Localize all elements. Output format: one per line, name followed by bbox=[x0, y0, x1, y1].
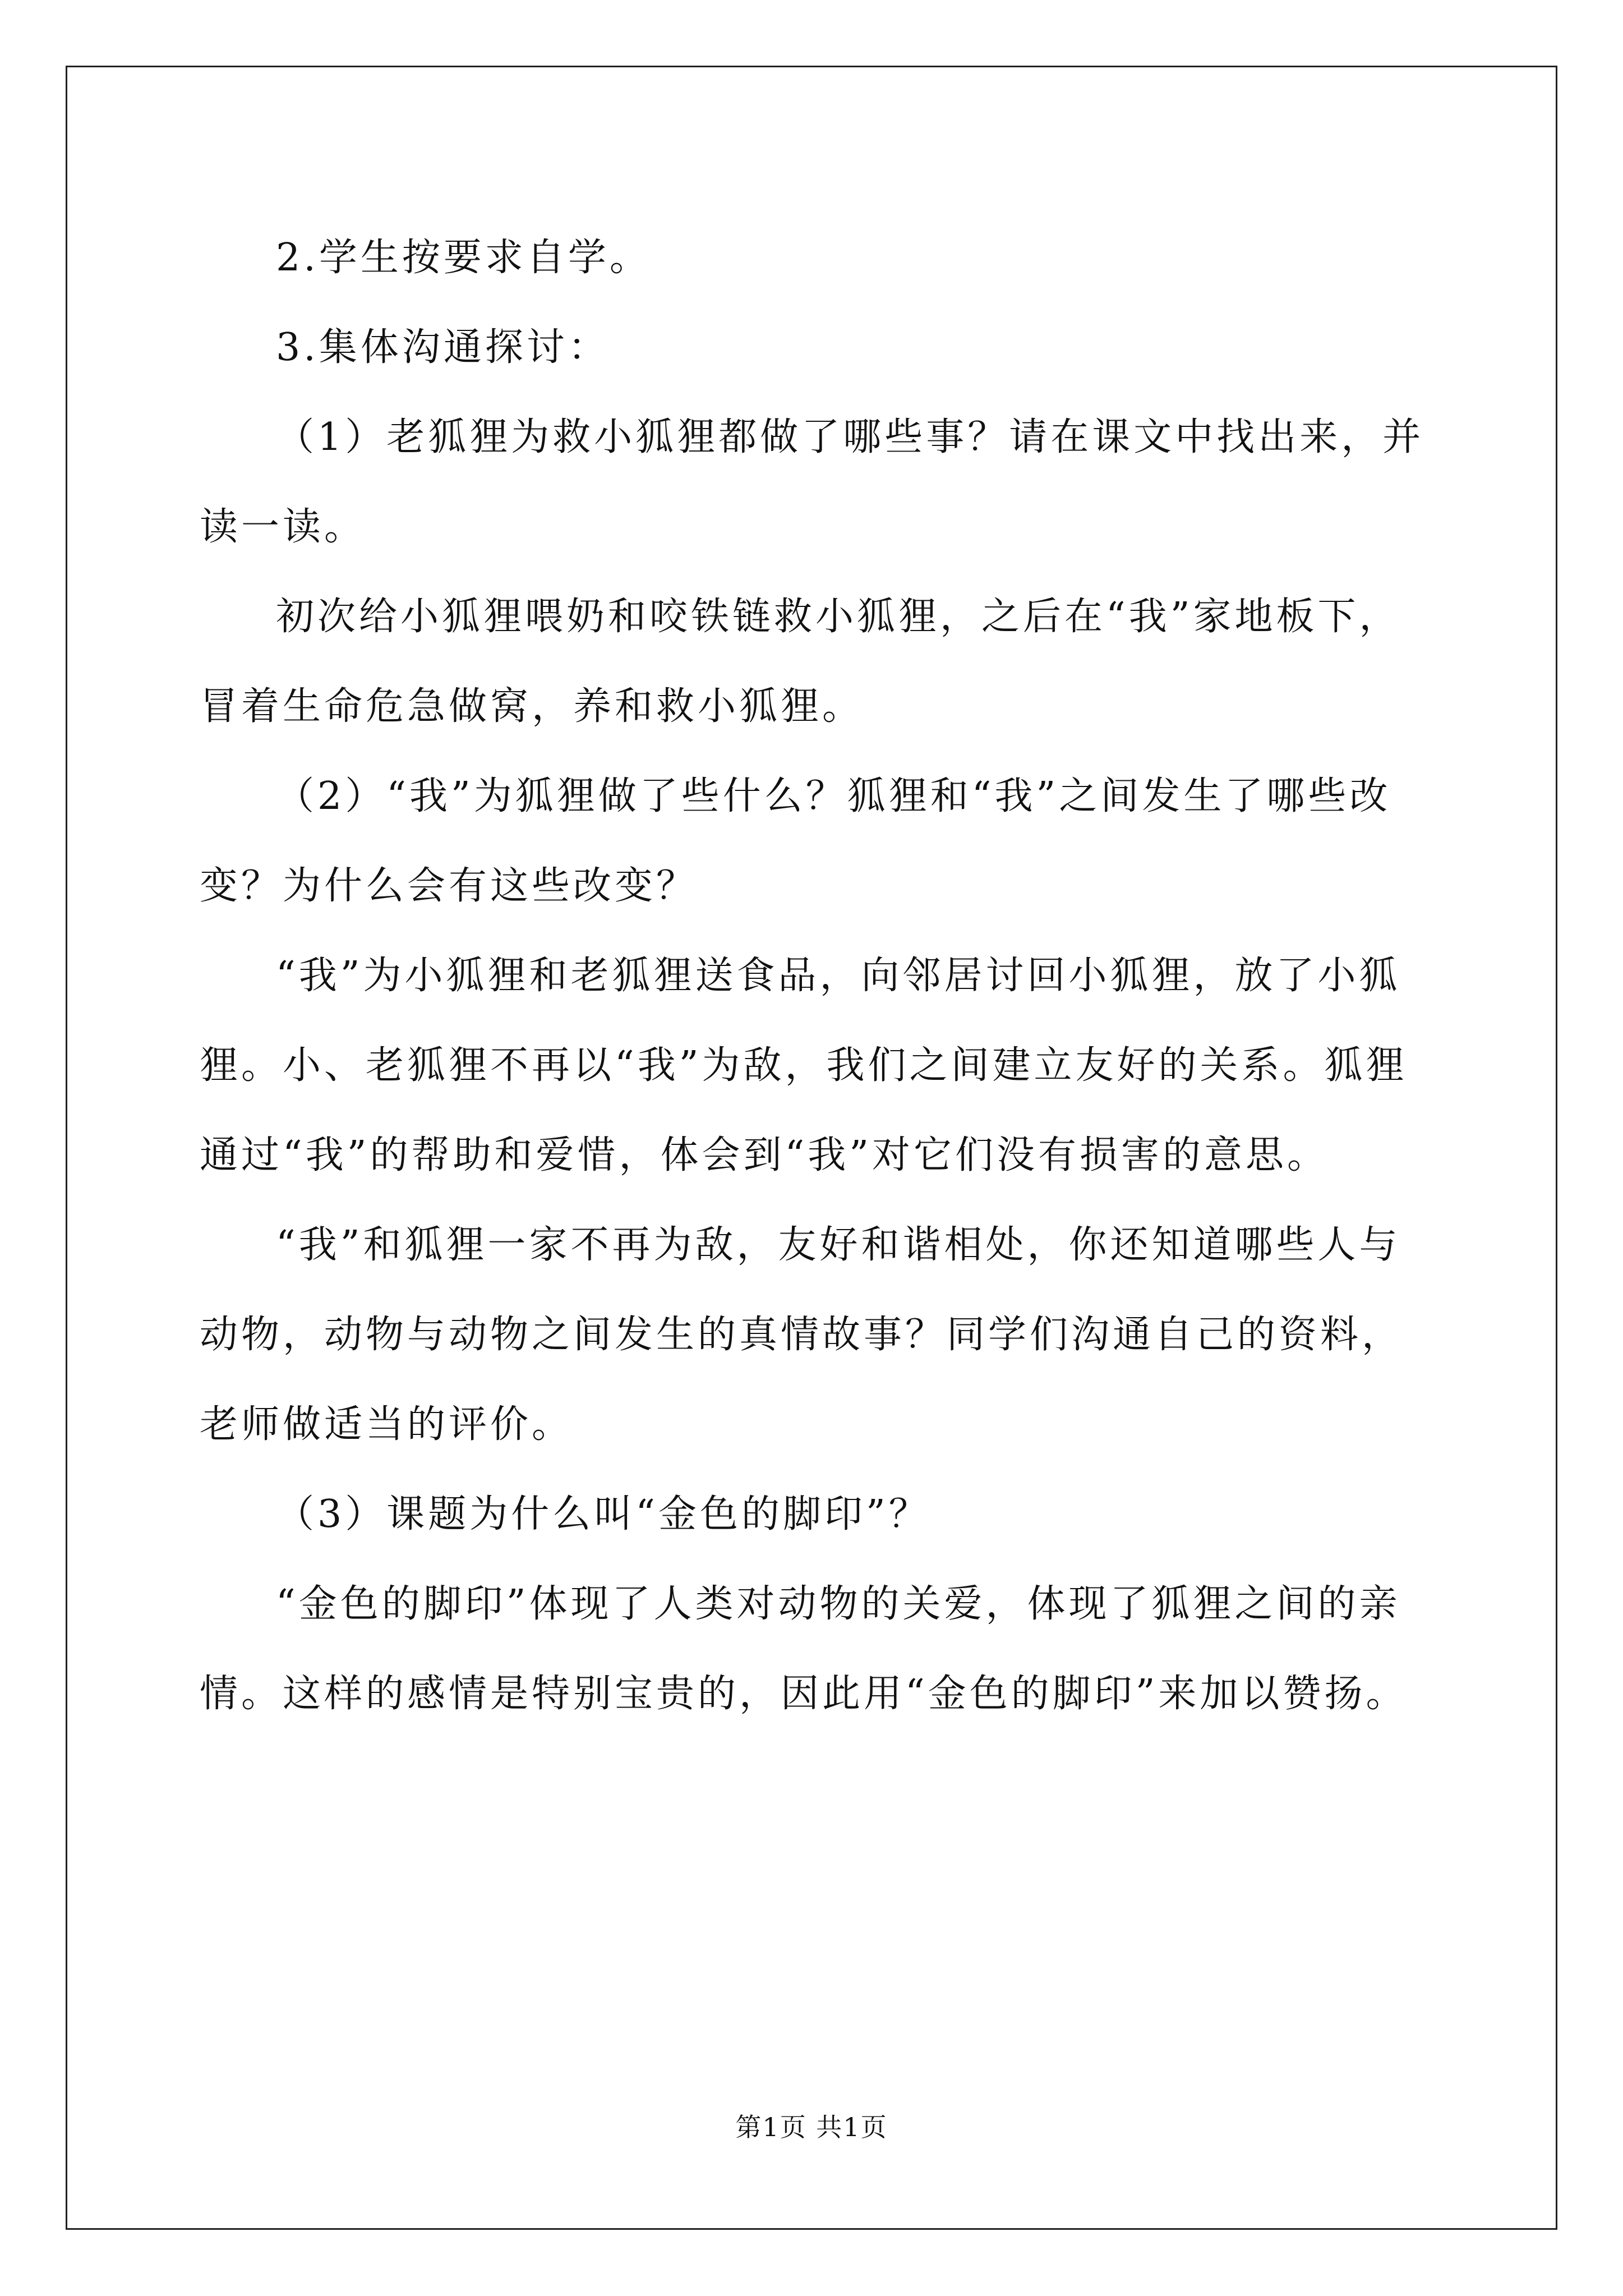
paragraph-1: 2.学生按要求自学。 bbox=[276, 236, 651, 280]
paragraph-3: （1）老狐狸为救小狐狸都做了哪些事？请在课文中找出来，并读一读。 bbox=[200, 415, 1424, 549]
paragraph-8: （3）课题为什么叫“金色的脚印”？ bbox=[276, 1492, 930, 1536]
paragraph-6: “我”为小狐狸和老狐狸送食品，向邻居讨回小狐狸，放了小狐狸。小、老狐狸不再以“我”为敌，我们之间建立友好的关系。狐狸通过“我”的帮助和爱惜，体会到“我”对它们没有损害的意思。 bbox=[200, 954, 1408, 1177]
paragraph-2: 3.集体沟通探讨： bbox=[276, 325, 610, 370]
paragraph-9: “金色的脚印”体现了人类对动物的关爱，体现了狐狸之间的亲情。这样的感情是特别宝贵的，因此用“金色的脚印”来加以赞扬。 bbox=[200, 1582, 1408, 1716]
paragraph-5: （2）“我”为狐狸做了些什么？狐狸和“我”之间发生了哪些改变？为什么会有这些改变？ bbox=[200, 774, 1391, 908]
paragraph-7: “我”和狐狸一家不再为敌，友好和谐相处，你还知道哪些人与动物，动物与动物之间发生的真情故事？同学们沟通自己的资料，老师做适当的评价。 bbox=[200, 1223, 1404, 1447]
document-body bbox=[200, 213, 1436, 1739]
page-footer: 第1页 共1页 bbox=[735, 2112, 888, 2142]
paragraph-4: 初次给小狐狸喂奶和咬铁链救小狐狸，之后在“我”家地板下，冒着生命危急做窝，养和救小狐狸。 bbox=[200, 595, 1401, 729]
